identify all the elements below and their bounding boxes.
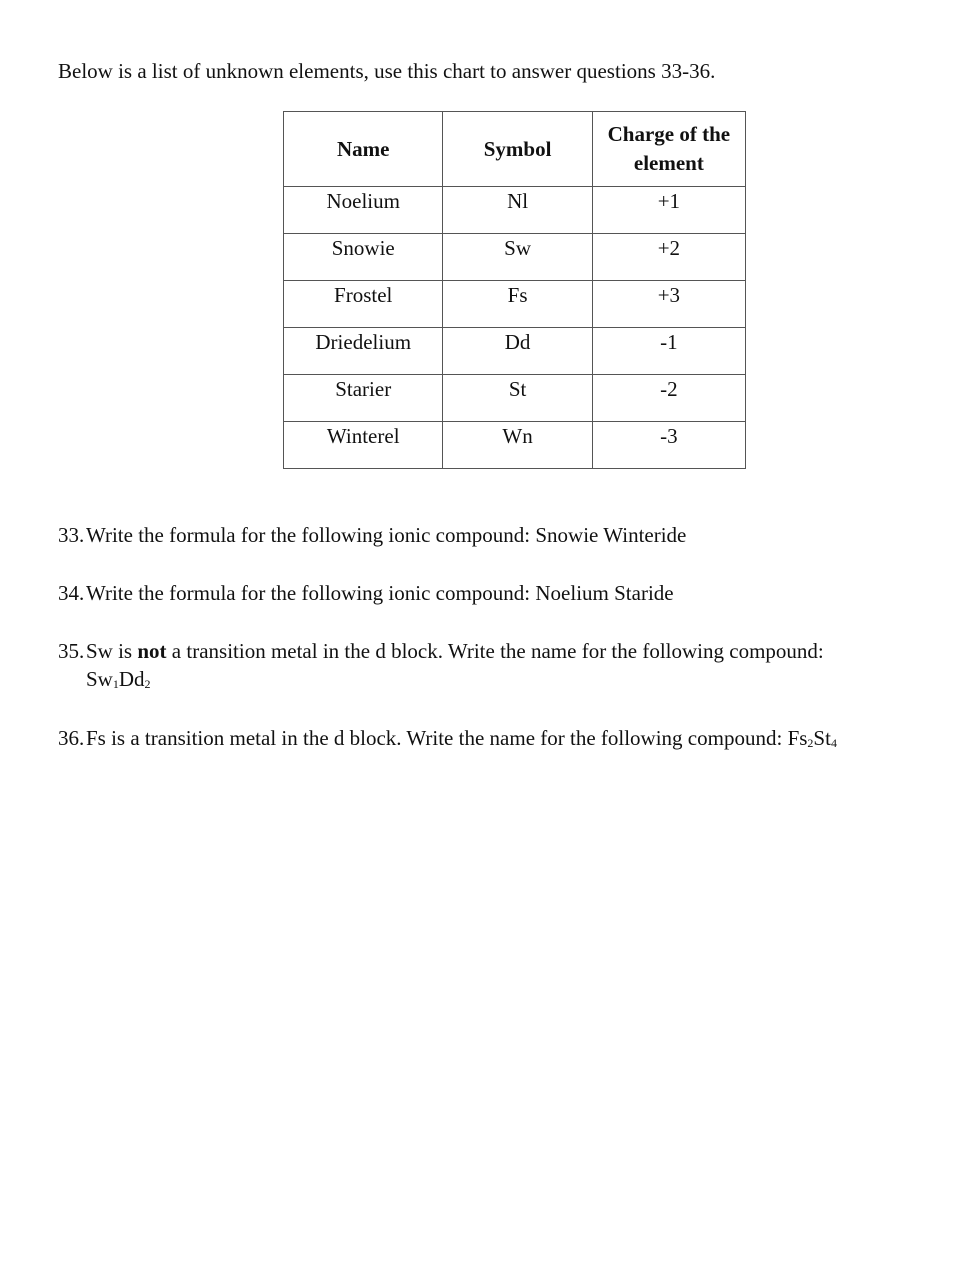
emphasis-not: not	[137, 639, 167, 663]
formula-subscript-2: 4	[830, 736, 837, 750]
formula-element-1: Sw	[86, 667, 113, 691]
cell-name: Driedelium	[284, 328, 443, 375]
question-34	[58, 579, 674, 607]
cell-symbol: Sw	[443, 234, 592, 281]
question-text: Fs is a transition metal in the d block. Write the name for the following compound:	[86, 726, 788, 750]
question-text: Write the formula for the following ionic compound: Snowie Winteride	[86, 523, 687, 547]
question-35	[58, 637, 824, 693]
formula-element-2: Dd	[118, 667, 145, 691]
question-number: 36.	[58, 726, 85, 750]
question-text-pre: Sw is	[86, 639, 138, 663]
question-text	[86, 637, 824, 665]
cell-charge: +1	[592, 187, 745, 234]
formula-element-2: St	[813, 726, 831, 750]
question-text: Write the formula for the following ionic compound: Noelium Staride	[86, 581, 674, 605]
question-33	[58, 521, 686, 549]
cell-name: Snowie	[284, 234, 443, 281]
cell-symbol: Nl	[443, 187, 592, 234]
table-header-row	[284, 112, 746, 187]
header-symbol: Symbol	[443, 112, 592, 187]
question-body	[86, 637, 824, 693]
cell-charge: -2	[592, 375, 745, 422]
cell-name: Starier	[284, 375, 443, 422]
table-row	[284, 187, 746, 234]
cell-symbol: Wn	[443, 422, 592, 469]
elements-table	[283, 111, 746, 469]
cell-name: Noelium	[284, 187, 443, 234]
cell-charge: +2	[592, 234, 745, 281]
question-number: 34.	[58, 581, 85, 605]
table-row	[284, 281, 746, 328]
question-text-post: a transition metal in the d block. Write the name for the following compound:	[166, 639, 824, 663]
cell-symbol: Fs	[443, 281, 592, 328]
table-row	[284, 422, 746, 469]
cell-charge: -1	[592, 328, 745, 375]
header-charge: Charge of the element	[592, 112, 745, 187]
question-36	[58, 724, 837, 752]
formula-subscript-2: 2	[144, 677, 151, 691]
cell-charge: +3	[592, 281, 745, 328]
table-row	[284, 328, 746, 375]
question-number: 35.	[58, 639, 85, 663]
formula-subscript-1: 1	[112, 677, 119, 691]
compound-formula	[86, 665, 824, 693]
cell-name: Frostel	[284, 281, 443, 328]
cell-name: Winterel	[284, 422, 443, 469]
table-row	[284, 234, 746, 281]
question-number: 33.	[58, 523, 85, 547]
question-body	[86, 724, 837, 752]
intro-text: Below is a list of unknown elements, use this chart to answer questions 33-36.	[58, 59, 716, 83]
cell-symbol: Dd	[443, 328, 592, 375]
header-name: Name	[284, 112, 443, 187]
table-row	[284, 375, 746, 422]
cell-symbol: St	[443, 375, 592, 422]
formula-element-1: Fs	[787, 726, 808, 750]
cell-charge: -3	[592, 422, 745, 469]
formula-subscript-1: 2	[807, 736, 814, 750]
